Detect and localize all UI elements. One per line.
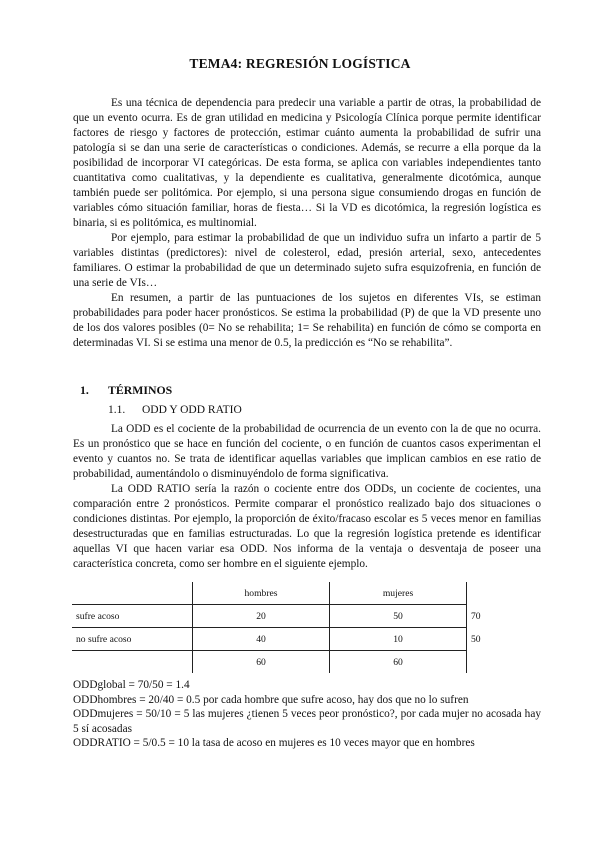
table-totals-row: [72, 651, 515, 674]
intro-paragraph: En resumen, a partir de las puntuaciones de los sujetos en diferentes VIs, se estiman probabilidades para poder hacer pronósticos. Se estima la probabilidad (P) de que la VD presente uno de los dos valores posibles (0= No se rehabilita; 1= Se rehabilita) en función de cómo se comporta en determinadas VI. Si se estima una menor de 0.5, la predicción es “No se rehabilita”.: [73, 292, 541, 349]
row-total: 70: [471, 610, 481, 622]
table-header-cell: [72, 582, 193, 605]
table-empty-cell: [467, 582, 516, 605]
table-header-row: [72, 582, 515, 605]
equation-line: ODDhombres = 20/40 = 0.5 por cada hombre que sufre acoso, hay dos que no lo sufren: [73, 693, 469, 706]
equation-line: ODDRATIO = 5/0.5 = 10 la tasa de acoso en mujeres es 10 veces mayor que en hombres: [73, 737, 475, 749]
table-row: [72, 605, 515, 628]
section-heading-terminos: [80, 383, 172, 398]
odd-paragraph: La ODD es el cociente de la probabilidad de ocurrencia de un evento con la de que no ocurra. Es un pronóstico que se hace en función del cociente, o en función de cuantos casos experimentan el evento y cuantos no. Se trata de identificar aquellas variables que implican cambios en ese ratio de probabilidad, aumentándolo o disminuyéndolo de forma significativa.: [73, 423, 541, 480]
section-number: 1.: [80, 383, 89, 397]
column-total: 60: [330, 651, 467, 674]
table-empty-cell: [467, 651, 516, 674]
table-empty-cell: [72, 651, 193, 674]
column-total: 60: [193, 651, 330, 674]
table-cell: 40: [193, 628, 330, 651]
table-cell: 50: [330, 605, 467, 628]
intro-paragraph: Por ejemplo, para estimar la probabilidad de que un individuo sufra un infarto a partir de 5 variables distintas (predictores): nivel de colesterol, edad, presión arterial, sexo, antecedentes familiares. O estimar la probabilidad de que un determinado sujeto sufra esquizofrenia, en función de una serie de VIs…: [73, 232, 541, 289]
section-title: TÉRMINOS: [108, 383, 173, 397]
table-cell: 20: [193, 605, 330, 628]
document-title: TEMA4: REGRESIÓN LOGÍSTICA: [189, 56, 411, 71]
table-cell: 10: [330, 628, 467, 651]
row-label: no sufre acoso: [72, 628, 193, 651]
intro-paragraph: Es una técnica de dependencia para predecir una variable a partir de otras, la probabilidad de que un evento ocurra. Es de gran utilidad en medicina y Psicología Clínica porque permite identificar factores de riesgo y factores de protección, estimar cuánto aumenta la probabilidad de sufrir una patología si se dan una serie de características o condiciones. Además, se recurre a ella porque da la posibilidad de incorporar VI categóricas. De esta forma, se aplica con variables independientes tanto cuantitativa como cualitativas, y la dependiente es cualitativa, generalmente dicotómica, aunque también puede ser politómica. Por ejemplo, si una persona sigue consumiendo drogas en función de variables cómo situación familiar, horas de fiesta… Si la VD es dicotómica, la regresión logística es binaria, si es politómica, es multinomial.: [73, 97, 541, 229]
subsection-heading-odd: [108, 404, 242, 416]
odd-section: [73, 422, 541, 572]
table-header-cell: hombres: [193, 582, 330, 605]
row-total: 50: [471, 633, 481, 645]
table-row: [72, 628, 515, 651]
subsection-title: ODD Y ODD RATIO: [142, 404, 242, 416]
row-label: sufre acoso: [72, 605, 193, 628]
equation-line: ODDglobal = 70/50 = 1.4: [73, 679, 190, 691]
intro-section: [73, 96, 541, 351]
odd-ratio-paragraph: La ODD RATIO sería la razón o cociente entre dos ODDs, un cociente de cocientes, una comparación entre 2 pronósticos. Permite comparar el pronóstico realizado bajo dos situaciones o condiciones distintas. Por ejemplo, la proporción de éxito/fracaso escolar es 5 veces menor en familias desestructuradas que en familias estructuradas. Lo que la regresión logística pretende es identificar aquellas VI que hacen variar esa ODD. Nos informa de la ventaja o desventaja de poseer una característica concreta, como ser hombre en el siguiente ejemplo.: [73, 483, 541, 570]
equation-line: ODDmujeres = 50/10 = 5 las mujeres ¿tienen 5 veces peor pronóstico?, por cada mujer no acosada hay 5 sí acosadas: [73, 708, 541, 735]
contingency-table: [72, 582, 515, 673]
subsection-number: 1.1.: [108, 404, 126, 416]
equations-block: [73, 678, 541, 751]
table-header-cell: mujeres: [330, 582, 467, 605]
